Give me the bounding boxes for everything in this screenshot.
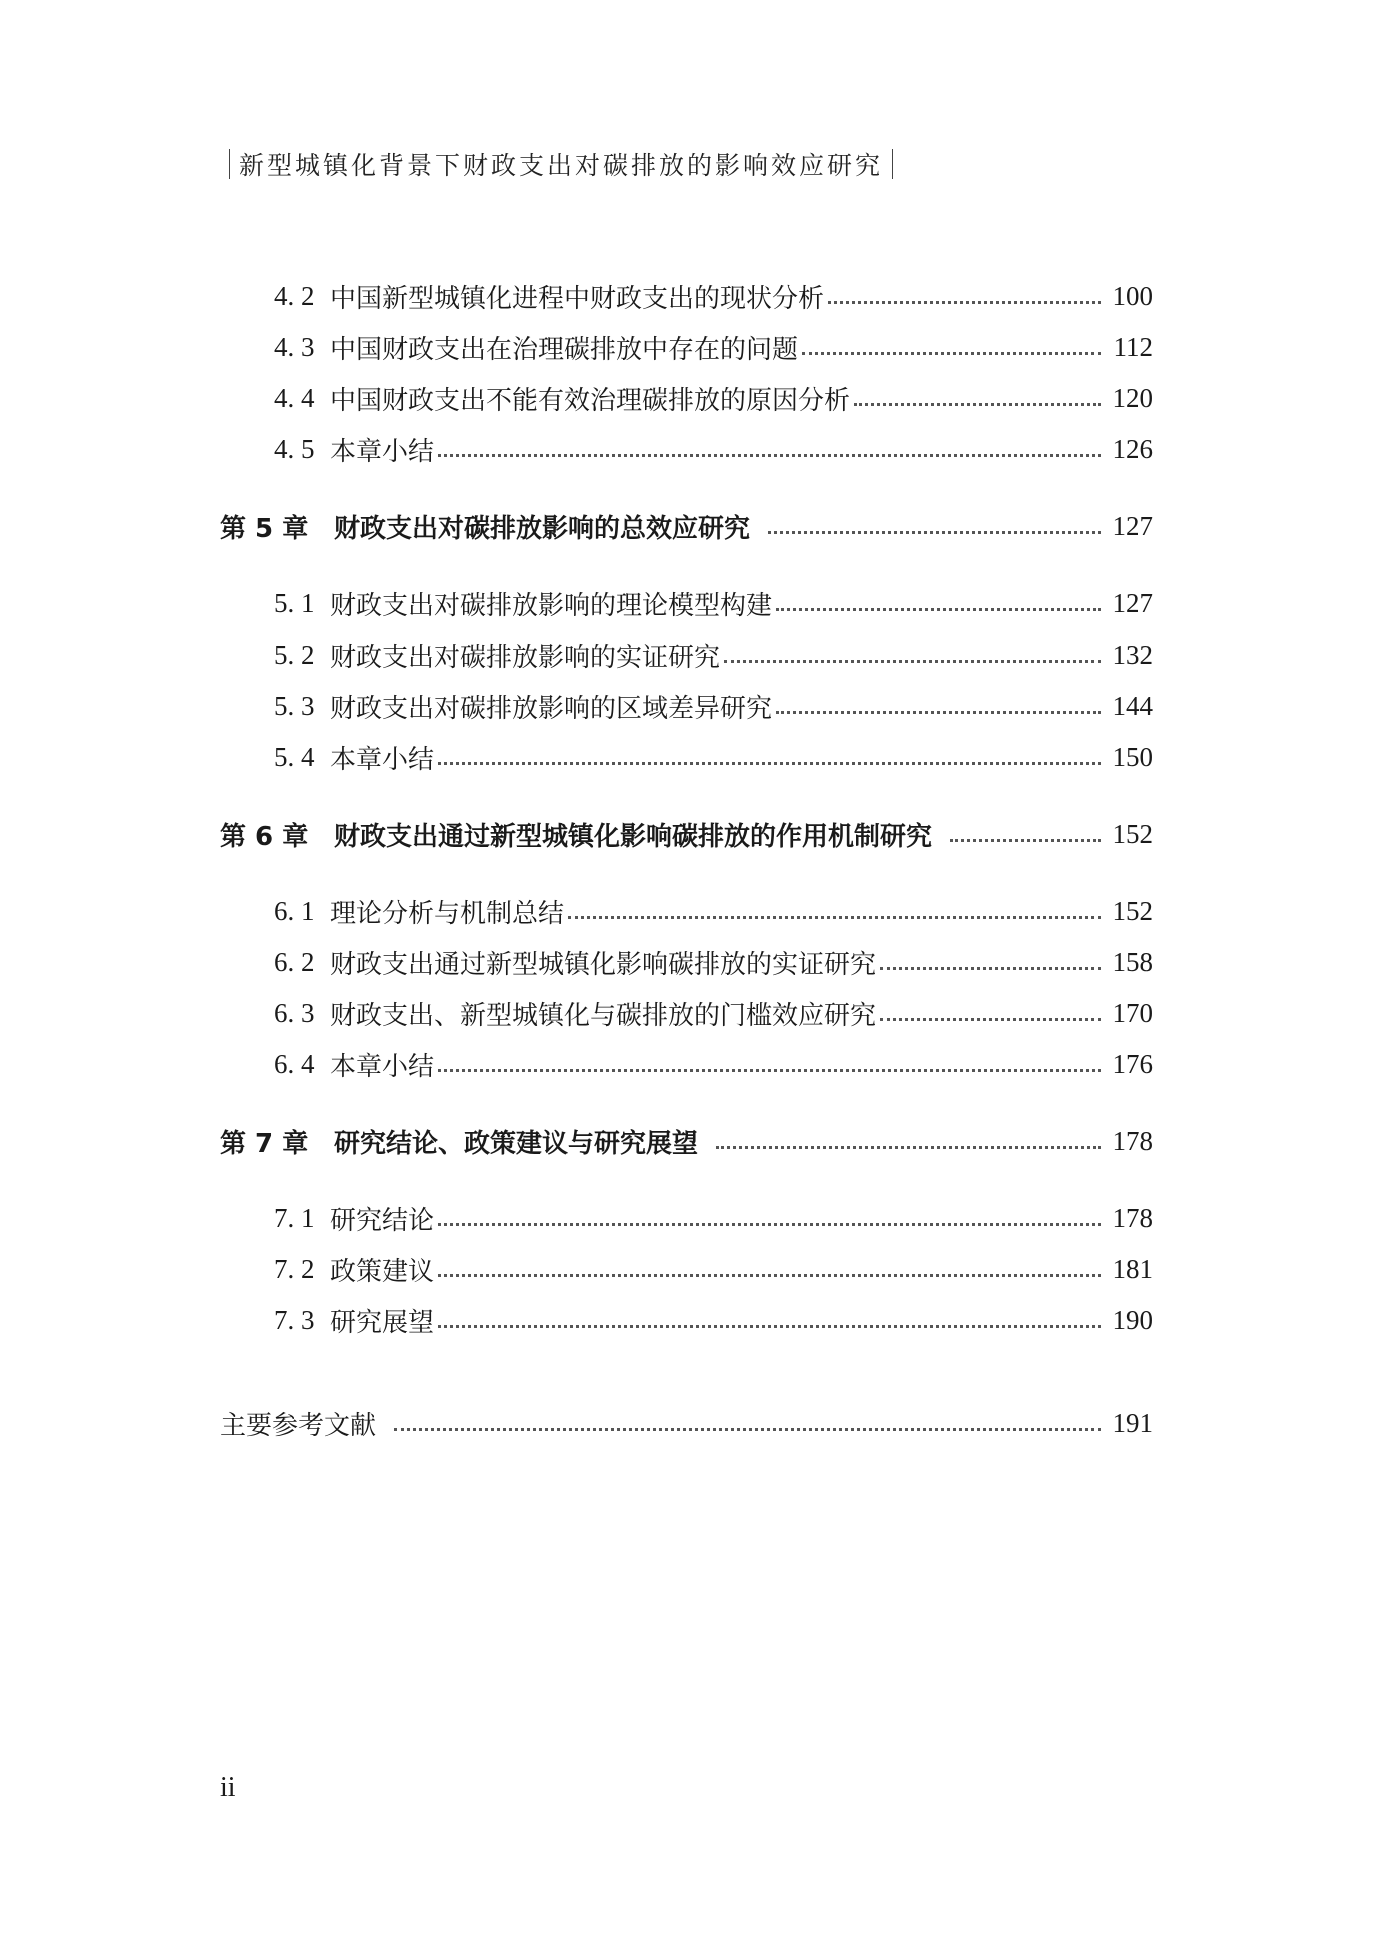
- toc-section-entry[interactable]: [220, 327, 1153, 367]
- toc-entry-page: 126: [1112, 433, 1153, 464]
- toc-entry-number: 第 6 章: [220, 821, 309, 852]
- toc-entry-title: 本章小结: [330, 436, 435, 467]
- toc-entry-title: 主要参考文献: [220, 1410, 377, 1441]
- header-divider-right: [892, 149, 893, 179]
- toc-entry-page: 191: [1112, 1407, 1153, 1438]
- toc-entry-number: 6. 1: [274, 895, 315, 926]
- toc-entry-number: 4. 5: [274, 433, 315, 464]
- toc-entry-title: 研究展望: [330, 1307, 435, 1338]
- toc-entry-page: 178: [1112, 1125, 1153, 1156]
- toc-entry-number: 7. 3: [274, 1304, 315, 1335]
- toc-entry-title: 中国财政支出在治理碳排放中存在的问题: [330, 334, 799, 365]
- toc-entry-page: 120: [1112, 382, 1153, 413]
- toc-entry-page: 127: [1112, 587, 1153, 618]
- toc-entry-number: 7. 1: [274, 1202, 315, 1233]
- running-header-title: 新型城镇化背景下财政支出对碳排放的影响效应研究: [239, 151, 884, 180]
- toc-dot-leader: [776, 608, 1101, 611]
- toc-section-entry[interactable]: [220, 1044, 1153, 1084]
- toc-entry-number: 5. 2: [274, 639, 315, 670]
- toc-dot-leader: [438, 454, 1101, 457]
- toc-entry-title: 政策建议: [330, 1256, 435, 1287]
- toc-dot-leader: [802, 352, 1101, 355]
- toc-entry-number: 6. 4: [274, 1048, 315, 1079]
- toc-entry-page: 178: [1112, 1202, 1153, 1233]
- toc-entry-title: 财政支出通过新型城镇化影响碳排放的作用机制研究: [334, 821, 933, 852]
- toc-dot-leader: [438, 1325, 1101, 1328]
- toc-entry-number: 第 5 章: [220, 513, 309, 544]
- toc-dot-leader: [880, 967, 1101, 970]
- toc-entry-page: 150: [1112, 741, 1153, 772]
- toc-section-entry[interactable]: [220, 686, 1153, 726]
- toc-dot-leader: [950, 839, 1101, 842]
- toc-entry-page: 112: [1113, 331, 1153, 362]
- toc-section-entry[interactable]: [220, 891, 1153, 931]
- toc-dot-leader: [716, 1146, 1101, 1149]
- toc-section-entry[interactable]: [220, 942, 1153, 982]
- toc-entry-title: 中国财政支出不能有效治理碳排放的原因分析: [330, 385, 851, 416]
- running-header: [220, 146, 902, 182]
- toc-section-entry[interactable]: [220, 1300, 1153, 1340]
- toc-entry-number: 第 7 章: [220, 1128, 309, 1159]
- toc-entry-title: 中国新型城镇化进程中财政支出的现状分析: [330, 283, 825, 314]
- toc-entry-title: 财政支出对碳排放影响的总效应研究: [334, 513, 751, 544]
- toc-entry-page: 100: [1112, 280, 1153, 311]
- toc-dot-leader: [438, 1274, 1101, 1277]
- toc-entry-number: 6. 2: [274, 946, 315, 977]
- toc-dot-leader: [438, 1223, 1101, 1226]
- toc-section-entry[interactable]: [220, 583, 1153, 623]
- toc-references-entry[interactable]: [220, 1403, 1153, 1443]
- toc-entry-title: 财政支出对碳排放影响的理论模型构建: [330, 590, 773, 621]
- toc-entry-title: 财政支出对碳排放影响的区域差异研究: [330, 693, 773, 724]
- toc-dot-leader: [880, 1018, 1101, 1021]
- toc-entry-page: 127: [1112, 510, 1153, 541]
- toc-entry-page: 170: [1112, 997, 1153, 1028]
- toc-entry-title: 研究结论、政策建议与研究展望: [334, 1128, 699, 1159]
- toc-entry-page: 190: [1112, 1304, 1153, 1335]
- toc-section-entry[interactable]: [220, 1249, 1153, 1289]
- toc-entry-title: 本章小结: [330, 1051, 435, 1082]
- toc-section-entry[interactable]: [220, 635, 1153, 675]
- toc-entry-page: 176: [1112, 1048, 1153, 1079]
- toc-section-entry[interactable]: [220, 378, 1153, 418]
- toc-dot-leader: [438, 762, 1101, 765]
- toc-entry-page: 132: [1112, 639, 1153, 670]
- toc-dot-leader: [828, 301, 1101, 304]
- toc-entry-page: 152: [1112, 818, 1153, 849]
- toc-entry-title: 财政支出对碳排放影响的实证研究: [330, 642, 721, 673]
- toc-entry-number: 4. 4: [274, 382, 315, 413]
- toc-entry-number: 5. 4: [274, 741, 315, 772]
- header-divider-left: [229, 149, 230, 179]
- toc-section-entry[interactable]: [220, 1198, 1153, 1238]
- toc-dot-leader: [854, 403, 1101, 406]
- toc-entry-title: 理论分析与机制总结: [330, 898, 565, 929]
- toc-entry-number: 4. 2: [274, 280, 315, 311]
- toc-chapter-entry[interactable]: [220, 1121, 1153, 1161]
- toc-entry-page: 152: [1112, 895, 1153, 926]
- toc-dot-leader: [768, 531, 1101, 534]
- toc-entry-page: 144: [1112, 690, 1153, 721]
- toc-dot-leader: [438, 1069, 1101, 1072]
- toc-entry-page: 181: [1112, 1253, 1153, 1284]
- toc-entry-number: 5. 3: [274, 690, 315, 721]
- toc-entry-title: 财政支出、新型城镇化与碳排放的门槛效应研究: [330, 1000, 877, 1031]
- toc-entry-page: 158: [1112, 946, 1153, 977]
- toc-entry-number: 4. 3: [274, 331, 315, 362]
- toc-section-entry[interactable]: [220, 276, 1153, 316]
- toc-dot-leader: [394, 1428, 1101, 1431]
- toc-dot-leader: [776, 711, 1101, 714]
- toc-section-entry[interactable]: [220, 429, 1153, 469]
- toc-chapter-entry[interactable]: [220, 814, 1153, 854]
- toc-chapter-entry[interactable]: [220, 506, 1153, 546]
- toc-entry-title: 财政支出通过新型城镇化影响碳排放的实证研究: [330, 949, 877, 980]
- toc-section-entry[interactable]: [220, 993, 1153, 1033]
- toc-entry-title: 研究结论: [330, 1205, 435, 1236]
- toc-section-entry[interactable]: [220, 737, 1153, 777]
- toc-dot-leader: [724, 660, 1101, 663]
- page-number: ii: [220, 1772, 236, 1803]
- toc-entry-number: 6. 3: [274, 997, 315, 1028]
- toc-entry-title: 本章小结: [330, 744, 435, 775]
- toc-dot-leader: [568, 916, 1101, 919]
- toc-entry-number: 5. 1: [274, 587, 315, 618]
- toc-entry-number: 7. 2: [274, 1253, 315, 1284]
